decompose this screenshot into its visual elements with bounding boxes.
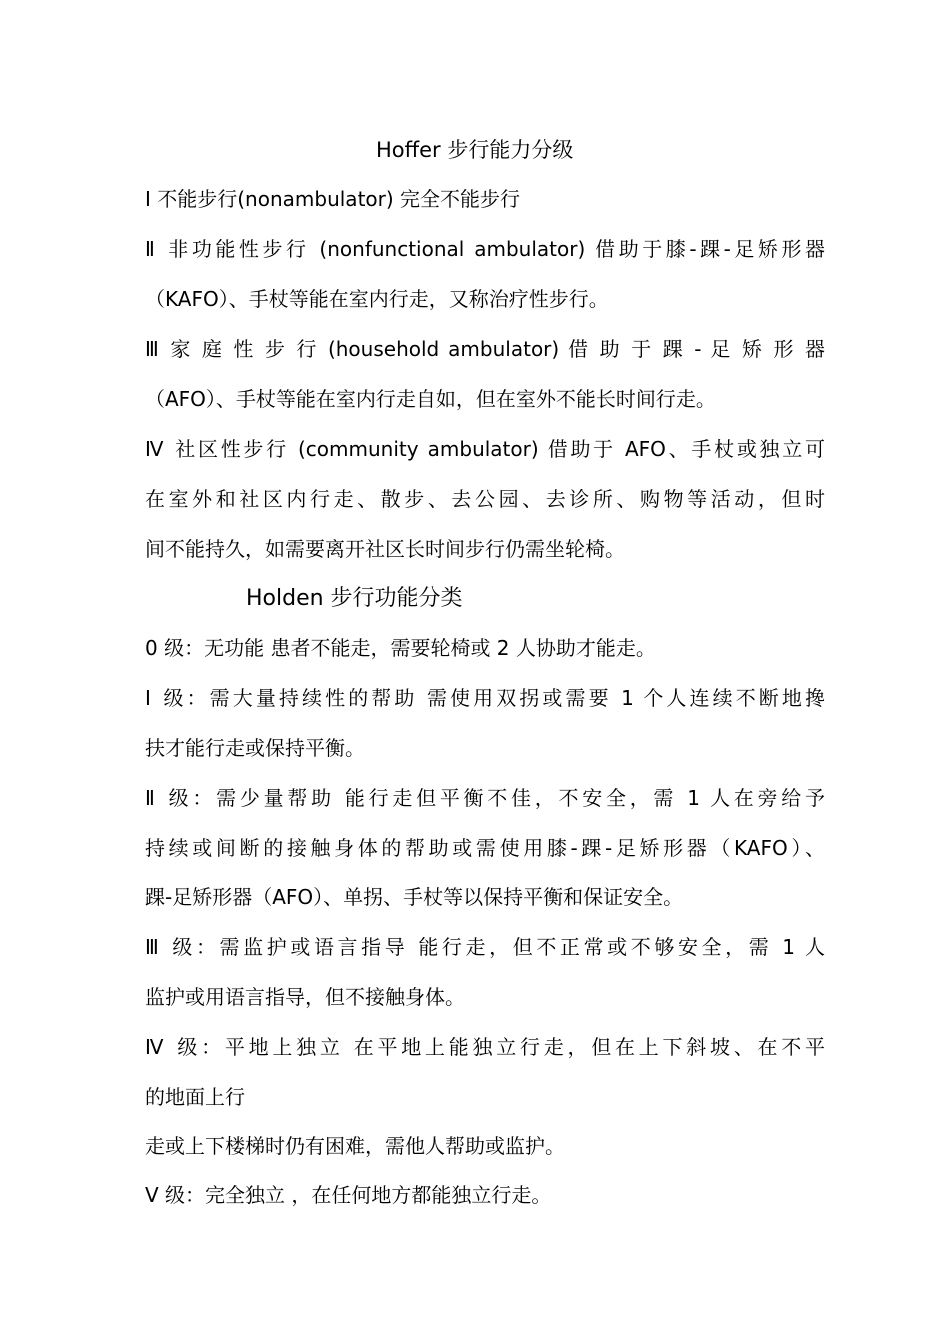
holden-line-2: Ⅰ 级：需大量持续性的帮助 需使用双拐或需要 1 个人连续不断地搀 xyxy=(145,686,825,710)
hoffer-line-1: Ⅰ 不能步行(nonambulator) 完全不能步行 xyxy=(145,187,521,211)
holden-line-3: 扶才能行走或保持平衡。 xyxy=(145,736,365,760)
holden-line-1: 0 级：无功能 患者不能走，需要轮椅或 2 人协助才能走。 xyxy=(145,636,656,660)
hoffer-line-7: 在室外和社区内行走、散步、去公园、去诊所、购物等活动，但时 xyxy=(145,487,825,511)
holden-line-5: 持续或间断的接触身体的帮助或需使用膝-踝-足矫形器（KAFO）、 xyxy=(145,836,825,860)
holden-title: Holden 步行功能分类 xyxy=(246,586,463,611)
holden-line-8: 监护或用语言指导，但不接触身体。 xyxy=(145,985,465,1009)
hoffer-line-5: （AFO）、手杖等能在室内行走自如，但在室外不能长时间行走。 xyxy=(145,387,716,411)
holden-line-6: 踝-足矫形器（AFO）、单拐、手杖等以保持平衡和保证安全。 xyxy=(145,885,684,909)
hoffer-line-4: Ⅲ 家 庭 性 步 行 (household ambulator) 借 助 于 踝 - 足 矫 形 器 xyxy=(145,337,825,361)
hoffer-line-8: 间不能持久，如需要离开社区长时间步行仍需坐轮椅。 xyxy=(145,537,625,561)
holden-line-9: Ⅳ 级：平地上独立 在平地上能独立行走，但在上下斜坡、在不平 xyxy=(145,1035,825,1059)
hoffer-line-6: Ⅳ 社区性步行 (community ambulator) 借助于 AFO、手杖或独立可 xyxy=(145,437,825,461)
holden-line-4: Ⅱ 级：需少量帮助 能行走但平衡不佳，不安全，需 1 人在旁给予 xyxy=(145,786,825,810)
hoffer-line-3: （KAFO）、手杖等能在室内行走，又称治疗性步行。 xyxy=(145,287,609,311)
hoffer-title: Hoffer 步行能力分级 xyxy=(376,138,574,162)
holden-line-10: 的地面上行 xyxy=(145,1085,245,1109)
holden-line-11: 走或上下楼梯时仍有困难，需他人帮助或监护。 xyxy=(145,1134,565,1158)
holden-line-7: Ⅲ 级：需监护或语言指导 能行走，但不正常或不够安全，需 1 人 xyxy=(145,935,825,959)
holden-line-12: Ⅴ 级：完全独立 ，在任何地方都能独立行走。 xyxy=(145,1183,552,1207)
hoffer-line-2: Ⅱ 非功能性步行 (nonfunctional ambulator) 借助于膝-踝-足矫形器 xyxy=(145,237,825,261)
